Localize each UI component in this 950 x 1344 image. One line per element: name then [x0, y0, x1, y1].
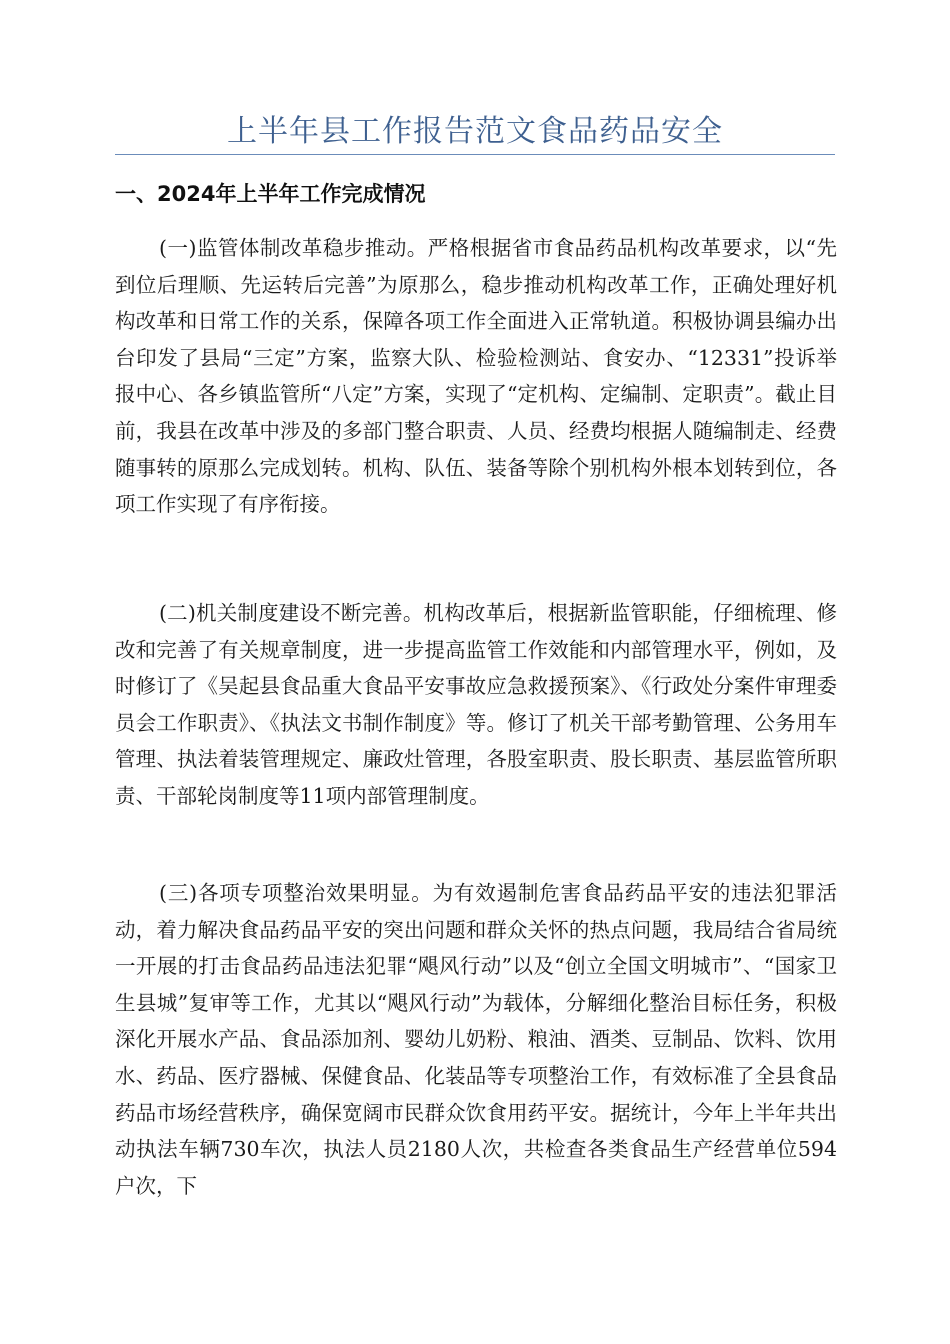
paragraph-special-rectification: (三)各项专项整治效果明显。为有效遏制危害食品药品平安的违法犯罪活动，着力解决食品药品平安的突出问题和群众关怀的热点问题，我局结合省局统一开展的打击食品药品违法犯罪“飓风行动”以及“创立全国文明城市”、“国家卫生县城”复审等工作，尤其以“飓风行动”为载体，分解细化整治目标任务，积极深化开展水产品、食品添加剂、婴幼儿奶粉、粮油、酒类、豆制品、饮料、饮用水、药品、医疗器械、保健食品、化装品等专项整治工作，有效标准了全县食品药品市场经营秩序，确保宽阔市民群众饮食用药平安。据统计，今年上半年共出动执法车辆730车次，执法人员2180人次，共检查各类食品生产经营单位594户次，下	[115, 881, 837, 1198]
document-title: 上半年县工作报告范文食品药品安全	[227, 114, 723, 149]
paragraph-regulatory-reform: (一)监管体制改革稳步推动。严格根据省市食品药品机构改革要求，以“先到位后理顺、先运转后完善”为原那么，稳步推动机构改革工作，正确处理好机构改革和日常工作的关系，保障各项工作全面进入正常轨道。积极协调县编办出台印发了县局“三定”方案，监察大队、检验检测站、食安办、“12331”投诉举报中心、各乡镇监管所“八定”方案，实现了“定机构、定编制、定职责”。截止目前，我县在改革中涉及的多部门整合职责、人员、经费均根据人随编制走、经费随事转的原那么完成划转。机构、队伍、装备等除个别机构外根本划转到位，各项工作实现了有序衔接。	[115, 236, 837, 517]
title-underline	[115, 154, 835, 155]
section-heading: 一、2024年上半年工作完成情况	[115, 182, 426, 206]
paragraph-institutional-rules: (二)机关制度建设不断完善。机构改革后，根据新监管职能，仔细梳理、修改和完善了有关规章制度，进一步提高监管工作效能和内部管理水平，例如，及时修订了《吴起县食品重大食品平安事故应急救援预案》、《行政处分案件审理委员会工作职责》、《执法文书制作制度》等。修订了机关干部考勤管理、公务用车管理、执法着装管理规定、廉政灶管理，各股室职责、股长职责、基层监管所职责、干部轮岗制度等11项内部管理制度。	[115, 601, 837, 808]
